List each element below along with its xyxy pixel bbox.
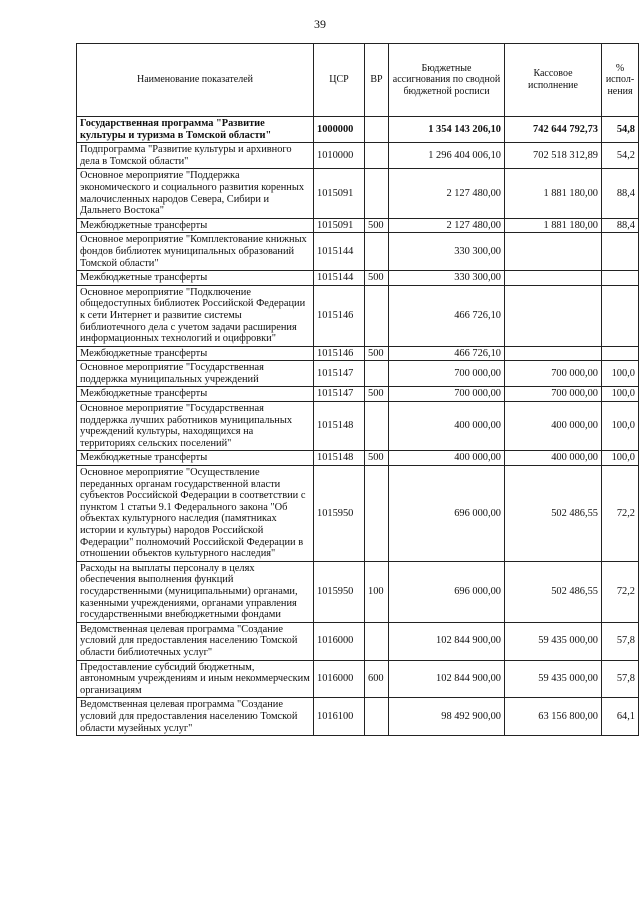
row-vr <box>365 466 389 562</box>
row-assignments: 466 726,10 <box>389 285 505 346</box>
row-vr <box>365 285 389 346</box>
row-code: 1015146 <box>314 285 365 346</box>
row-assignments: 700 000,00 <box>389 361 505 387</box>
row-percent: 100,0 <box>602 451 639 466</box>
row-vr <box>365 361 389 387</box>
table-row <box>77 698 639 736</box>
header-percent: % испол-нения <box>602 44 639 117</box>
row-vr <box>365 402 389 451</box>
row-assignments: 700 000,00 <box>389 387 505 402</box>
row-cash: 502 486,55 <box>505 466 602 562</box>
header-name: Наименование показателей <box>77 44 314 117</box>
row-name: Ведомственная целевая программа "Создание условий для предоставления населению Томской области музейных услуг" <box>77 698 314 736</box>
row-assignments: 330 300,00 <box>389 233 505 271</box>
row-assignments: 102 844 900,00 <box>389 622 505 660</box>
table-row <box>77 271 639 286</box>
row-name: Предоставление субсидий бюджетным, автономным учреждениям и иным некоммерческим организациям <box>77 660 314 698</box>
row-name: Межбюджетные трансферты <box>77 218 314 233</box>
row-percent <box>602 346 639 361</box>
row-name: Основное мероприятие "Подключение общедоступных библиотек Российской Федерации к сети Интернет и развитие системы библиотечного дела с учетом задачи расширения информационных технологий и оцифровки" <box>77 285 314 346</box>
row-assignments: 1 296 404 006,10 <box>389 143 505 169</box>
row-cash: 59 435 000,00 <box>505 622 602 660</box>
row-name: Основное мероприятие "Государственная поддержка лучших работников муниципальных учреждений культуры, находящихся на территориях сельских поселений" <box>77 402 314 451</box>
page-number: 39 <box>314 17 326 31</box>
row-percent: 88,4 <box>602 169 639 218</box>
table-row <box>77 117 639 143</box>
row-vr <box>365 233 389 271</box>
header-vr: ВР <box>365 44 389 117</box>
row-assignments: 102 844 900,00 <box>389 660 505 698</box>
row-name: Основное мероприятие "Комплектование книжных фондов библиотек муниципальных образований Томской области" <box>77 233 314 271</box>
row-assignments: 466 726,10 <box>389 346 505 361</box>
row-code: 1015147 <box>314 361 365 387</box>
row-vr <box>365 698 389 736</box>
table-row <box>77 233 639 271</box>
row-cash <box>505 346 602 361</box>
row-assignments: 400 000,00 <box>389 451 505 466</box>
row-percent: 72,2 <box>602 561 639 622</box>
table-row <box>77 285 639 346</box>
table-row <box>77 387 639 402</box>
row-percent <box>602 233 639 271</box>
table-row <box>77 346 639 361</box>
row-code: 1015146 <box>314 346 365 361</box>
row-vr: 500 <box>365 271 389 286</box>
row-code: 1015091 <box>314 218 365 233</box>
row-assignments: 400 000,00 <box>389 402 505 451</box>
row-vr: 600 <box>365 660 389 698</box>
table-row <box>77 466 639 562</box>
row-percent: 88,4 <box>602 218 639 233</box>
row-percent: 100,0 <box>602 387 639 402</box>
row-cash: 59 435 000,00 <box>505 660 602 698</box>
row-code: 1010000 <box>314 143 365 169</box>
row-name: Подпрограмма "Развитие культуры и архивного дела в Томской области" <box>77 143 314 169</box>
row-cash <box>505 271 602 286</box>
row-name: Государственная программа "Развитие культуры и туризма в Томской области" <box>77 117 314 143</box>
table-row <box>77 660 639 698</box>
row-assignments: 330 300,00 <box>389 271 505 286</box>
row-vr: 500 <box>365 387 389 402</box>
row-code: 1016000 <box>314 622 365 660</box>
row-name: Межбюджетные трансферты <box>77 271 314 286</box>
row-name: Межбюджетные трансферты <box>77 346 314 361</box>
row-vr: 500 <box>365 346 389 361</box>
row-vr: 500 <box>365 218 389 233</box>
row-cash: 702 518 312,89 <box>505 143 602 169</box>
row-vr: 100 <box>365 561 389 622</box>
row-vr: 500 <box>365 451 389 466</box>
row-assignments: 98 492 900,00 <box>389 698 505 736</box>
table-header-row <box>77 44 639 117</box>
row-percent: 100,0 <box>602 402 639 451</box>
table-row <box>77 561 639 622</box>
header-assignments: Бюджетные ассигнования по сводной бюджетной росписи <box>389 44 505 117</box>
row-code: 1015950 <box>314 561 365 622</box>
row-name: Основное мероприятие "Государственная поддержка муниципальных учреждений <box>77 361 314 387</box>
header-cash: Кассовое исполнение <box>505 44 602 117</box>
row-cash: 1 881 180,00 <box>505 218 602 233</box>
row-code: 1015147 <box>314 387 365 402</box>
table-row <box>77 402 639 451</box>
row-percent: 100,0 <box>602 361 639 387</box>
row-code: 1015144 <box>314 271 365 286</box>
row-cash <box>505 233 602 271</box>
row-name: Ведомственная целевая программа "Создание условий для предоставления населению Томской области библиотечных услуг" <box>77 622 314 660</box>
row-code: 1015091 <box>314 169 365 218</box>
row-percent: 64,1 <box>602 698 639 736</box>
row-name: Основное мероприятие "Поддержка экономического и социального развития коренных малочисленных народов Севера, Сибири и Дальнего Востока" <box>77 169 314 218</box>
table-row <box>77 143 639 169</box>
table-row <box>77 622 639 660</box>
row-assignments: 2 127 480,00 <box>389 169 505 218</box>
row-name: Межбюджетные трансферты <box>77 387 314 402</box>
row-cash: 400 000,00 <box>505 402 602 451</box>
row-code: 1015148 <box>314 451 365 466</box>
table-row <box>77 451 639 466</box>
header-code: ЦСР <box>314 44 365 117</box>
row-name: Основное мероприятие "Осуществление переданных органам государственной власти субъектов Российской Федерации в соответствии с пунктом 1 статьи 9.1 Федерального закона "Об объектах культурного наследия (памятниках истории и культуры) народов Российской Федерации" полномочий Российской Федерации в отношении объектов культурного наследия" <box>77 466 314 562</box>
row-assignments: 696 000,00 <box>389 561 505 622</box>
row-percent: 72,2 <box>602 466 639 562</box>
table-row <box>77 361 639 387</box>
row-cash: 502 486,55 <box>505 561 602 622</box>
row-cash: 700 000,00 <box>505 361 602 387</box>
row-assignments: 2 127 480,00 <box>389 218 505 233</box>
row-percent: 54,8 <box>602 117 639 143</box>
row-cash: 400 000,00 <box>505 451 602 466</box>
row-percent: 57,8 <box>602 622 639 660</box>
row-code: 1015148 <box>314 402 365 451</box>
row-percent <box>602 271 639 286</box>
row-assignments: 1 354 143 206,10 <box>389 117 505 143</box>
budget-table <box>76 43 639 736</box>
row-vr <box>365 117 389 143</box>
table-row <box>77 169 639 218</box>
row-name: Расходы на выплаты персоналу в целях обеспечения выполнения функций государственными (муниципальными) органами, казенными учреждениями, органами управления государственными внебюджетными фондами <box>77 561 314 622</box>
row-code: 1015144 <box>314 233 365 271</box>
row-name: Межбюджетные трансферты <box>77 451 314 466</box>
row-assignments: 696 000,00 <box>389 466 505 562</box>
row-code: 1000000 <box>314 117 365 143</box>
row-percent: 54,2 <box>602 143 639 169</box>
row-cash <box>505 285 602 346</box>
row-percent: 57,8 <box>602 660 639 698</box>
row-vr <box>365 143 389 169</box>
row-vr <box>365 622 389 660</box>
row-cash: 1 881 180,00 <box>505 169 602 218</box>
table-row <box>77 218 639 233</box>
row-code: 1015950 <box>314 466 365 562</box>
row-vr <box>365 169 389 218</box>
row-cash: 63 156 800,00 <box>505 698 602 736</box>
row-cash: 742 644 792,73 <box>505 117 602 143</box>
row-percent <box>602 285 639 346</box>
row-code: 1016100 <box>314 698 365 736</box>
row-code: 1016000 <box>314 660 365 698</box>
row-cash: 700 000,00 <box>505 387 602 402</box>
